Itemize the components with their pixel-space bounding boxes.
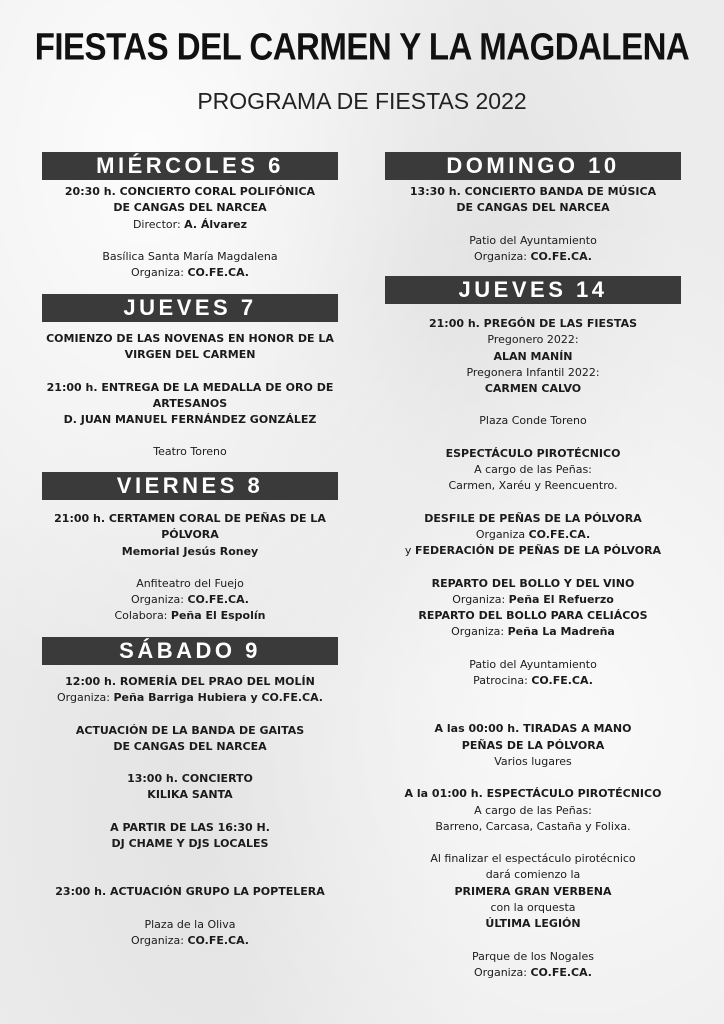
event-line: Pregonera Infantil 2022: bbox=[466, 365, 600, 379]
event-line: DE CANGAS DEL NARCEA bbox=[113, 201, 267, 215]
event-line: A PARTIR DE LAS 16:30 H. bbox=[110, 820, 270, 834]
event-line: A cargo de las Peñas: bbox=[474, 803, 592, 817]
event-line: VIRGEN DEL CARMEN bbox=[124, 348, 256, 362]
event-line: 23:00 h. ACTUACIÓN GRUPO LA POPTELERA bbox=[55, 885, 325, 899]
venue-line: Plaza Conde Toreno bbox=[479, 414, 587, 428]
day-block-sabado bbox=[42, 637, 338, 949]
page-subtitle: PROGRAMA DE FIESTAS 2022 bbox=[197, 88, 527, 114]
event-line: PRIMERA GRAN VERBENA bbox=[454, 884, 612, 898]
event-line: 13:00 h. CONCIERTO bbox=[127, 772, 253, 786]
organizer-line: Organiza: Peña El Refuerzo bbox=[452, 592, 614, 606]
event-line: DESFILE DE PEÑAS DE LA PÓLVORA bbox=[424, 511, 642, 525]
event-line: A cargo de las Peñas: bbox=[474, 463, 592, 477]
organizer-line: Organiza: Peña Barriga Hubiera y CO.FE.CA. bbox=[57, 691, 323, 705]
event-line: Director: A. Álvarez bbox=[132, 217, 248, 231]
event-line: ÚLTIMA LEGIÓN bbox=[485, 917, 581, 931]
day-header: DOMINGO 10 bbox=[385, 152, 681, 180]
event-line: 20:30 h. CONCIERTO CORAL POLIFÓNICA bbox=[64, 185, 316, 198]
organizer-line: Organiza: Peña La Madreña bbox=[451, 625, 615, 639]
event-line: 21:00 h. CERTAMEN CORAL DE PEÑAS DE LA bbox=[54, 512, 326, 525]
event-line: DE CANGAS DEL NARCEA bbox=[113, 739, 267, 753]
organizer-line: y FEDERACIÓN DE PEÑAS DE LA PÓLVORA bbox=[404, 544, 662, 558]
event-line: KILIKA SANTA bbox=[147, 788, 233, 802]
event-line: Carmen, Xaréu y Reencuentro. bbox=[448, 479, 618, 493]
organizer-line: Organiza: CO.FE.CA. bbox=[130, 593, 249, 607]
event-line: Al finalizar el espectáculo pirotécnico bbox=[430, 852, 636, 866]
venue-line: Varios lugares bbox=[494, 754, 572, 768]
event-line: COMIENZO DE LAS NOVENAS EN HONOR DE LA bbox=[46, 332, 334, 345]
day-header: VIERNES 8 bbox=[42, 472, 338, 500]
event-line: Barreno, Carcasa, Castaña y Folixa. bbox=[435, 819, 631, 833]
organizer-line: Organiza: CO.FE.CA. bbox=[473, 249, 592, 263]
event-line: 21:00 h. ENTREGA DE LA MEDALLA DE ORO DE bbox=[46, 380, 334, 394]
day-header: SÁBADO 9 bbox=[42, 637, 338, 665]
event-line: DJ CHAME Y DJS LOCALES bbox=[111, 837, 269, 851]
event-line: Memorial Jesús Roney bbox=[121, 544, 259, 558]
event-line: Pregonero 2022: bbox=[487, 333, 579, 347]
event-line: DE CANGAS DEL NARCEA bbox=[456, 201, 610, 215]
event-line: dará comienzo la bbox=[485, 868, 581, 882]
day-block-viernes bbox=[42, 472, 338, 625]
organizer-line: Organiza: CO.FE.CA. bbox=[473, 965, 592, 979]
page-title: FIESTAS DEL CARMEN Y LA MAGDALENA bbox=[34, 25, 690, 68]
organizer-line: Organiza CO.FE.CA. bbox=[475, 527, 591, 541]
event-line: 21:00 h. PREGÓN DE LAS FIESTAS bbox=[428, 317, 638, 330]
venue-line: Anfiteatro del Fuejo bbox=[136, 576, 244, 590]
venue-line: Basílica Santa María Magdalena bbox=[102, 249, 278, 263]
day-header: MIÉRCOLES 6 bbox=[42, 152, 338, 180]
day-header: JUEVES 7 bbox=[42, 294, 338, 322]
event-line: REPARTO DEL BOLLO Y DEL VINO bbox=[431, 576, 635, 590]
venue-line: Patio del Ayuntamiento bbox=[469, 657, 597, 671]
organizer-line: Organiza: CO.FE.CA. bbox=[130, 266, 249, 280]
event-line: ALAN MANÍN bbox=[493, 349, 573, 363]
event-line: PEÑAS DE LA PÓLVORA bbox=[461, 738, 605, 752]
venue-line: Plaza de la Oliva bbox=[144, 917, 236, 931]
organizer-line: Organiza: CO.FE.CA. bbox=[130, 933, 249, 947]
event-line: ARTESANOS bbox=[152, 396, 228, 410]
day-header: JUEVES 14 bbox=[385, 276, 681, 304]
venue-line: Parque de los Nogales bbox=[472, 949, 594, 963]
event-line: 13:30 h. CONCIERTO BANDA DE MÚSICA bbox=[409, 185, 657, 198]
event-line: ESPECTÁCULO PIROTÉCNICO bbox=[445, 446, 621, 460]
event-line: A la 01:00 h. ESPECTÁCULO PIROTÉCNICO bbox=[404, 787, 662, 801]
day-block-miercoles bbox=[42, 152, 338, 281]
venue-line: Patio del Ayuntamiento bbox=[469, 233, 597, 247]
event-line: CARMEN CALVO bbox=[484, 382, 582, 396]
event-line: con la orquesta bbox=[490, 901, 576, 915]
event-line: 12:00 h. ROMERÍA DEL PRAO DEL MOLÍN bbox=[65, 675, 315, 688]
event-line: REPARTO DEL BOLLO PARA CELIÁCOS bbox=[418, 609, 648, 623]
event-line: PÓLVORA bbox=[161, 528, 219, 542]
event-line: A las 00:00 h. TIRADAS A MANO bbox=[434, 722, 632, 736]
venue-line: Teatro Toreno bbox=[153, 445, 227, 459]
day-block-jueves-14 bbox=[385, 276, 681, 981]
collaborator-line: Colabora: Peña El Espolín bbox=[114, 609, 266, 623]
day-block-jueves-7 bbox=[42, 294, 338, 461]
event-line: D. JUAN MANUEL FERNÁNDEZ GONZÁLEZ bbox=[63, 413, 317, 427]
event-line: ACTUACIÓN DE LA BANDA DE GAITAS bbox=[75, 723, 305, 737]
day-block-domingo bbox=[385, 152, 681, 265]
sponsor-line: Patrocina: CO.FE.CA. bbox=[473, 674, 593, 688]
